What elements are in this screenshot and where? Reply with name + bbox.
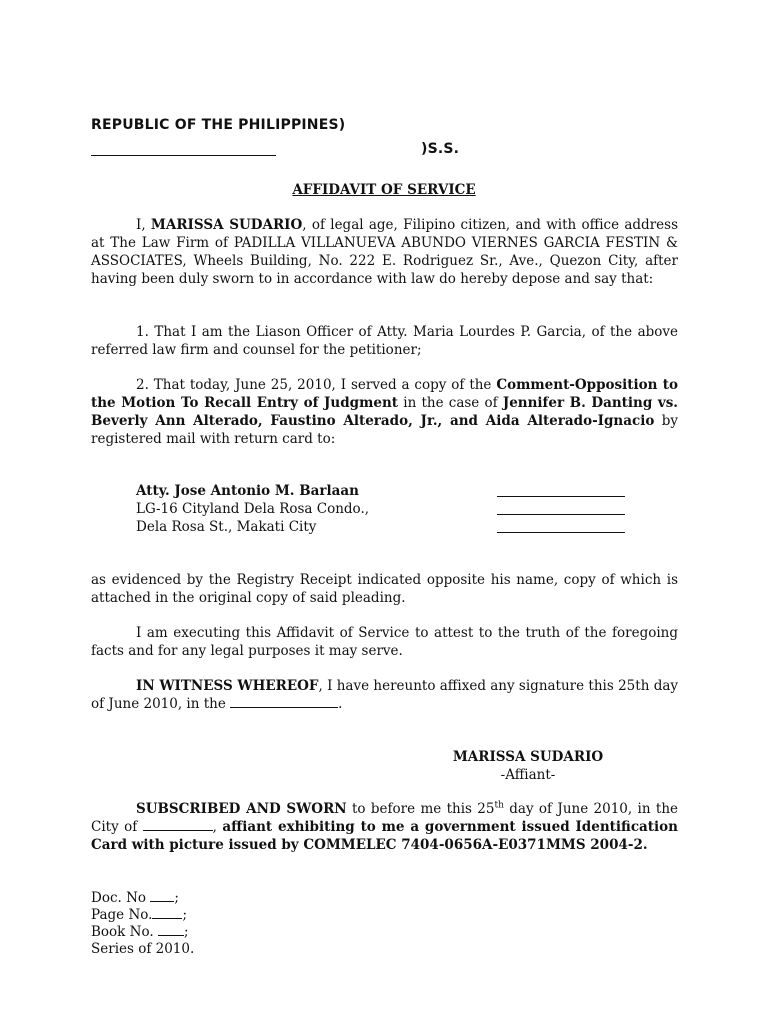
addressee-line-1: LG-16 Cityland Dela Rosa Condo., bbox=[136, 501, 370, 517]
series-label: Series of 2010. bbox=[91, 941, 195, 957]
addressee-name: Atty. Jose Antonio M. Barlaan bbox=[136, 483, 359, 499]
subscribed-and-sworn: SUBSCRIBED AND SWORN bbox=[136, 801, 347, 817]
item-2-paragraph: 2. That today, June 25, 2010, I served a copy of the Comment-Opposition to the Motion To Recall Entry of Judgment in the case of Jennifer B. Danting vs. Beverly Ann Alterado, Faustino Alterado, Jr., and Aida Alterado-Ignacio by registered mail with return card to: bbox=[91, 377, 679, 447]
witness-paragraph: IN WITNESS WHEREOF, I have hereunto affixed any signature this 25th day of June 2010, in the . bbox=[91, 678, 679, 712]
intro-paragraph: I, MARISSA SUDARIO, of legal age, Filipino citizen, and with office address at The Law Firm of PADILLA VILLANUEVA ABUNDO VIERNES GARCIA FESTIN & ASSOCIATES, Wheels Building, No. 222 E. Rodriguez Sr., Ave., Quezon City, after having been duly sworn to in accordance with law do hereby depose and say that: bbox=[91, 217, 678, 287]
signature-block bbox=[430, 748, 626, 784]
ss-header: )S.S. bbox=[421, 141, 460, 157]
receipt-blank-1 bbox=[497, 496, 625, 497]
signature-name: MARISSA SUDARIO bbox=[452, 749, 604, 765]
doc-no-label: Doc. No bbox=[91, 890, 147, 906]
republic-header: REPUBLIC OF THE PHILIPPINES) bbox=[91, 117, 346, 133]
city-blank bbox=[143, 830, 213, 831]
evidenced-paragraph: as evidenced by the Registry Receipt indicated opposite his name, copy of which is attached in the original copy of said pleading. bbox=[91, 572, 678, 606]
book-no-label: Book No. bbox=[91, 924, 154, 940]
document-served: Comment-Opposition to the Motion To Recall Entry of Judgment bbox=[91, 377, 679, 411]
receipt-blank-2 bbox=[497, 514, 625, 515]
addressee-line-2: Dela Rosa St., Makati City bbox=[136, 519, 317, 535]
place-blank bbox=[230, 707, 338, 708]
signature-role: -Affiant- bbox=[500, 767, 556, 783]
case-title: Jennifer B. Danting vs. Beverly Ann Alterado, Faustino Alterado, Jr., and Aida Alterado-Ignacio bbox=[91, 395, 679, 429]
book-no-blank bbox=[158, 935, 184, 936]
affiant-name: MARISSA SUDARIO bbox=[150, 217, 303, 233]
receipt-blank-3 bbox=[497, 532, 625, 533]
sworn-paragraph: SUBSCRIBED AND SWORN to before me this 25th day of June 2010, in the City of , affiant exhibiting to me a government issued Identification Card with picture issued by COMMELEC 7404-0656A-E0371MMS 2004-2. bbox=[91, 800, 679, 853]
page-no-label: Page No. bbox=[91, 907, 153, 923]
notary-block: Doc. No ; Page No. ; Book No. ; Series of 2010. bbox=[91, 890, 195, 957]
document-title: AFFIDAVIT OF SERVICE bbox=[292, 182, 476, 198]
executing-paragraph: I am executing this Affidavit of Service to attest to the truth of the foregoing facts and for any legal purposes it may serve. bbox=[91, 625, 678, 659]
page-no-blank bbox=[152, 918, 182, 919]
witness-whereof: IN WITNESS WHEREOF bbox=[136, 678, 319, 694]
item-1-paragraph: 1. That I am the Liason Officer of Atty. Maria Lourdes P. Garcia, of the above referred law firm and counsel for the petitioner; bbox=[91, 324, 678, 358]
venue-blank-line bbox=[91, 155, 276, 156]
doc-no-blank bbox=[150, 901, 174, 902]
identification-statement: affiant exhibiting to me a government issued Identification Card with picture issued by COMMELEC 7404-0656A-E0371MMS 2004-2. bbox=[91, 819, 678, 853]
addressee-block bbox=[136, 482, 369, 536]
